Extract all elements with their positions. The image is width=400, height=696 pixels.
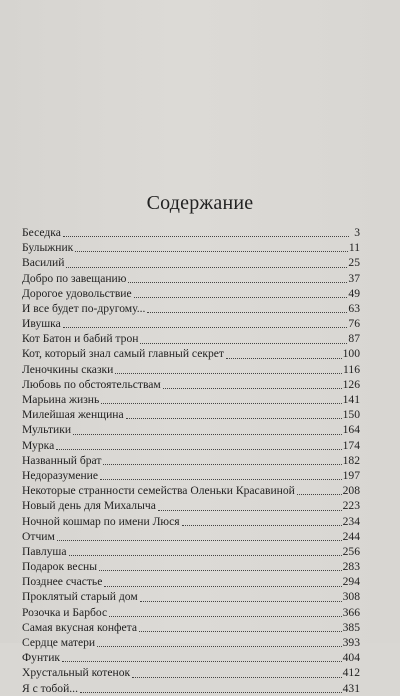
page-title: Содержание bbox=[146, 192, 254, 214]
toc-entry bbox=[22, 453, 360, 468]
toc-entry-title: Милейшая женщина bbox=[22, 408, 124, 422]
toc-entry-page: 63 bbox=[348, 301, 360, 315]
toc-entry-title: Новый день для Михалыча bbox=[22, 499, 156, 513]
table-of-contents bbox=[22, 225, 360, 696]
toc-entry bbox=[22, 498, 360, 513]
toc-entry-page: 283 bbox=[342, 560, 360, 574]
toc-entry bbox=[22, 650, 360, 665]
toc-entry-page: 141 bbox=[342, 393, 360, 407]
toc-leader-dots bbox=[57, 540, 342, 541]
toc-entry-page: 208 bbox=[342, 484, 360, 498]
toc-entry-title: Дорогое удовольствие bbox=[22, 286, 132, 300]
toc-leader-dots bbox=[182, 525, 342, 526]
toc-entry-page: 3 bbox=[354, 225, 360, 239]
toc-entry-title: Булыжник bbox=[22, 241, 74, 255]
toc-entry-page: 116 bbox=[343, 362, 360, 376]
toc-entry-page: 412 bbox=[342, 666, 360, 680]
toc-entry-page: 150 bbox=[342, 408, 360, 422]
toc-entry-page: 244 bbox=[342, 529, 360, 543]
toc-entry bbox=[22, 590, 360, 605]
toc-entry-title: Марьина жизнь bbox=[22, 393, 100, 407]
toc-leader-dots bbox=[100, 479, 342, 480]
toc-entry bbox=[22, 316, 360, 331]
toc-entry-title: Недоразумение bbox=[22, 468, 99, 482]
toc-entry-title: Павлуша bbox=[22, 544, 67, 558]
toc-entry-page: 100 bbox=[342, 347, 360, 361]
toc-leader-dots bbox=[80, 692, 342, 693]
toc-entry bbox=[22, 255, 360, 270]
toc-entry bbox=[22, 468, 360, 483]
toc-leader-dots bbox=[140, 343, 347, 344]
toc-entry-page: 393 bbox=[342, 636, 360, 650]
toc-entry bbox=[22, 362, 360, 377]
toc-entry-title: Добро по завещанию bbox=[22, 271, 127, 285]
toc-entry bbox=[22, 635, 360, 650]
toc-leader-dots bbox=[163, 388, 342, 389]
toc-entry-title: Василий bbox=[22, 256, 65, 270]
toc-entry-page: 308 bbox=[342, 590, 360, 604]
toc-entry-title: Розочка и Барбос bbox=[22, 605, 108, 619]
toc-entry-page: 49 bbox=[348, 286, 360, 300]
toc-leader-dots bbox=[104, 586, 341, 587]
toc-entry bbox=[22, 559, 360, 574]
toc-leader-dots bbox=[297, 494, 342, 495]
toc-leader-dots bbox=[226, 358, 342, 359]
toc-entry-page: 234 bbox=[342, 514, 360, 528]
toc-leader-dots bbox=[69, 555, 342, 556]
toc-entry-title: Некоторые странности семейства Оленьки Красавиной bbox=[22, 484, 295, 498]
toc-entry-title: Мультики bbox=[22, 423, 72, 437]
toc-entry bbox=[22, 665, 360, 680]
toc-entry-title: Ночной кошмар по имени Люся bbox=[22, 514, 180, 528]
toc-entry bbox=[22, 286, 360, 301]
toc-entry-title: Мурка bbox=[22, 438, 55, 452]
toc-leader-dots bbox=[66, 267, 347, 268]
toc-entry-page: 11 bbox=[348, 241, 360, 255]
toc-leader-dots bbox=[56, 449, 341, 450]
toc-entry-title: Позднее счастье bbox=[22, 575, 103, 589]
toc-leader-dots bbox=[115, 373, 342, 374]
toc-entry-title: Названный брат bbox=[22, 453, 102, 467]
toc-entry bbox=[22, 301, 360, 316]
toc-leader-dots bbox=[126, 418, 342, 419]
toc-entry-title: Леночкины сказки bbox=[22, 362, 114, 376]
toc-leader-dots bbox=[139, 631, 342, 632]
toc-leader-dots bbox=[101, 403, 341, 404]
toc-leader-dots bbox=[134, 297, 348, 298]
toc-leader-dots bbox=[73, 434, 342, 435]
toc-entry bbox=[22, 681, 360, 696]
toc-entry-title: Любовь по обстоятельствам bbox=[22, 377, 161, 391]
toc-entry bbox=[22, 271, 360, 286]
toc-entry bbox=[22, 347, 360, 362]
toc-leader-dots bbox=[97, 646, 341, 647]
toc-entry-page: 223 bbox=[342, 499, 360, 513]
toc-leader-dots bbox=[62, 661, 342, 662]
toc-entry bbox=[22, 407, 360, 422]
toc-leader-dots bbox=[147, 312, 347, 313]
toc-entry bbox=[22, 529, 360, 544]
toc-entry-title: Сердце матери bbox=[22, 636, 96, 650]
toc-entry bbox=[22, 514, 360, 529]
toc-leader-dots bbox=[140, 601, 342, 602]
toc-entry bbox=[22, 392, 360, 407]
toc-leader-dots bbox=[103, 464, 341, 465]
toc-entry-title: И все будет по-другому... bbox=[22, 301, 146, 315]
toc-entry-title: Самая вкусная конфета bbox=[22, 620, 138, 634]
toc-entry-title: Кот Батон и бабий трон bbox=[22, 332, 139, 346]
toc-entry-page: 126 bbox=[342, 377, 360, 391]
toc-entry-page: 294 bbox=[342, 575, 360, 589]
toc-entry-page: 87 bbox=[348, 332, 360, 346]
toc-entry-title: Отчим bbox=[22, 529, 55, 543]
toc-entry-page: 404 bbox=[342, 651, 360, 665]
toc-entry-title: Фунтик bbox=[22, 651, 61, 665]
toc-entry-title: Кот, который знал самый главный секрет bbox=[22, 347, 225, 361]
toc-entry-title: Я с тобой... bbox=[22, 681, 78, 695]
toc-entry-page: 256 bbox=[342, 544, 360, 558]
toc-leader-dots bbox=[109, 616, 341, 617]
toc-entry-page: 431 bbox=[342, 681, 360, 695]
toc-entry-page: 37 bbox=[348, 271, 360, 285]
toc-entry-page: 164 bbox=[342, 423, 360, 437]
toc-entry-page: 76 bbox=[348, 317, 360, 331]
toc-leader-dots bbox=[132, 677, 341, 678]
toc-leader-dots bbox=[99, 570, 342, 571]
toc-entry-title: Беседка bbox=[22, 225, 61, 239]
toc-leader-dots bbox=[63, 327, 348, 328]
toc-entry-title: Подарок весны bbox=[22, 560, 97, 574]
toc-leader-dots bbox=[128, 282, 347, 283]
toc-leader-dots bbox=[158, 510, 342, 511]
toc-entry-title: Ивушка bbox=[22, 317, 61, 331]
toc-entry-page: 25 bbox=[348, 256, 360, 270]
toc-entry bbox=[22, 605, 360, 620]
toc-entry bbox=[22, 422, 360, 437]
toc-entry-title: Хрустальный котенок bbox=[22, 666, 131, 680]
toc-entry bbox=[22, 620, 360, 635]
toc-entry bbox=[22, 331, 360, 346]
toc-entry-page: 174 bbox=[342, 438, 360, 452]
toc-entry bbox=[22, 483, 360, 498]
toc-entry bbox=[22, 240, 360, 255]
toc-entry-page: 182 bbox=[342, 453, 360, 467]
toc-leader-dots bbox=[63, 236, 349, 237]
toc-entry bbox=[22, 438, 360, 453]
toc-entry bbox=[22, 225, 360, 240]
toc-entry-page: 366 bbox=[342, 605, 360, 619]
toc-entry bbox=[22, 574, 360, 589]
toc-entry-page: 197 bbox=[342, 468, 360, 482]
toc-entry-title: Проклятый старый дом bbox=[22, 590, 138, 604]
toc-leader-dots bbox=[75, 251, 348, 252]
toc-entry-page: 385 bbox=[342, 620, 360, 634]
toc-entry bbox=[22, 377, 360, 392]
toc-entry bbox=[22, 544, 360, 559]
